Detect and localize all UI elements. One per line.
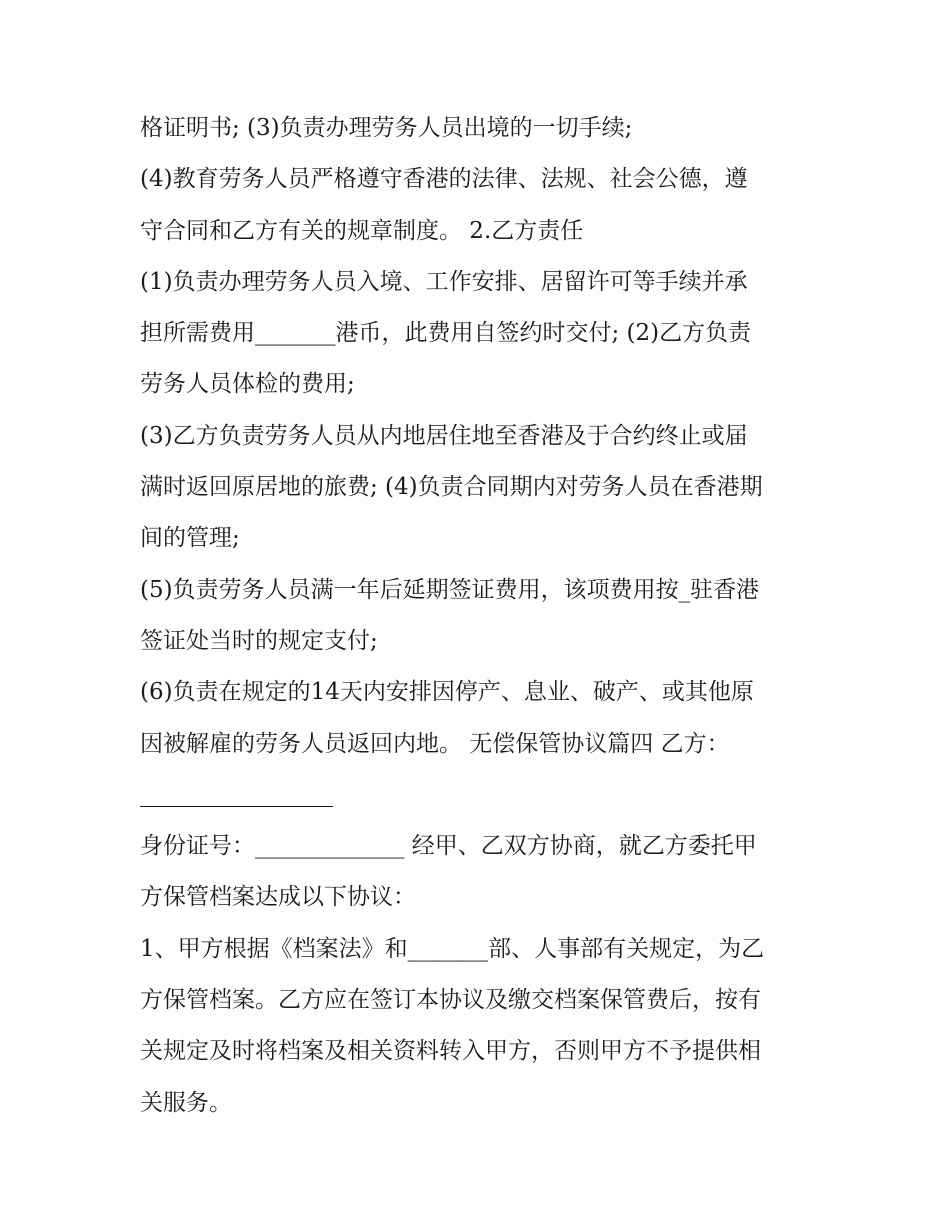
text-line: 守合同和乙方有关的规章制度。 2.乙方责任 (140, 217, 584, 244)
text-line: 担所需费用_______港币，此费用自签约时交付; (2)乙方负责 (140, 320, 752, 347)
text-line: 格证明书; (3)负责办理劳务人员出境的一切手续; (140, 115, 633, 141)
text-line: 满时返回原居地的旅费; (4)负责合同期内对劳务人员在香港期 (140, 474, 763, 501)
text-line: 身份证号：_____________ 经甲、乙双方协商，就乙方委托甲 (140, 833, 757, 860)
text-line: 关规定及时将档案及相关资料转入甲方，否则甲方不予提供相 (140, 1038, 761, 1065)
text-line: (3)乙方负责劳务人员从内地居住地至香港及于合约终止或届 (140, 422, 748, 449)
text-line: (4)教育劳务人员严格遵守香港的法律、法规、社会公德，遵 (140, 166, 748, 193)
text-line: 1、甲方根据《档案法》和_______部、人事部有关规定，为乙 (140, 935, 765, 962)
text-line: 方保管档案达成以下协议： (140, 884, 416, 911)
text-line: (1)负责办理劳务人员入境、工作安排、居留许可等手续并承 (140, 268, 748, 295)
blank-fill-line (140, 770, 820, 821)
text-line: 因被解雇的劳务人员返回内地。 无偿保管协议篇四 乙方： (140, 730, 730, 757)
text-line: 方保管档案。乙方应在签订本协议及缴交档案保管费后，按有 (140, 987, 761, 1014)
document-body (140, 103, 820, 1129)
text-line: 间的管理; (140, 525, 240, 552)
text-line: (5)负责劳务人员满一年后延期签证费用，该项费用按_驻香港 (140, 576, 760, 603)
text-line: 签证处当时的规定支付; (140, 627, 378, 654)
text-line: (6)负责在规定的14天内安排因停产、息业、破产、或其他原 (140, 679, 754, 706)
underline-rule (140, 806, 333, 807)
text-line: 关服务。 (140, 1089, 232, 1116)
text-line: 劳务人员体检的费用; (140, 371, 355, 398)
